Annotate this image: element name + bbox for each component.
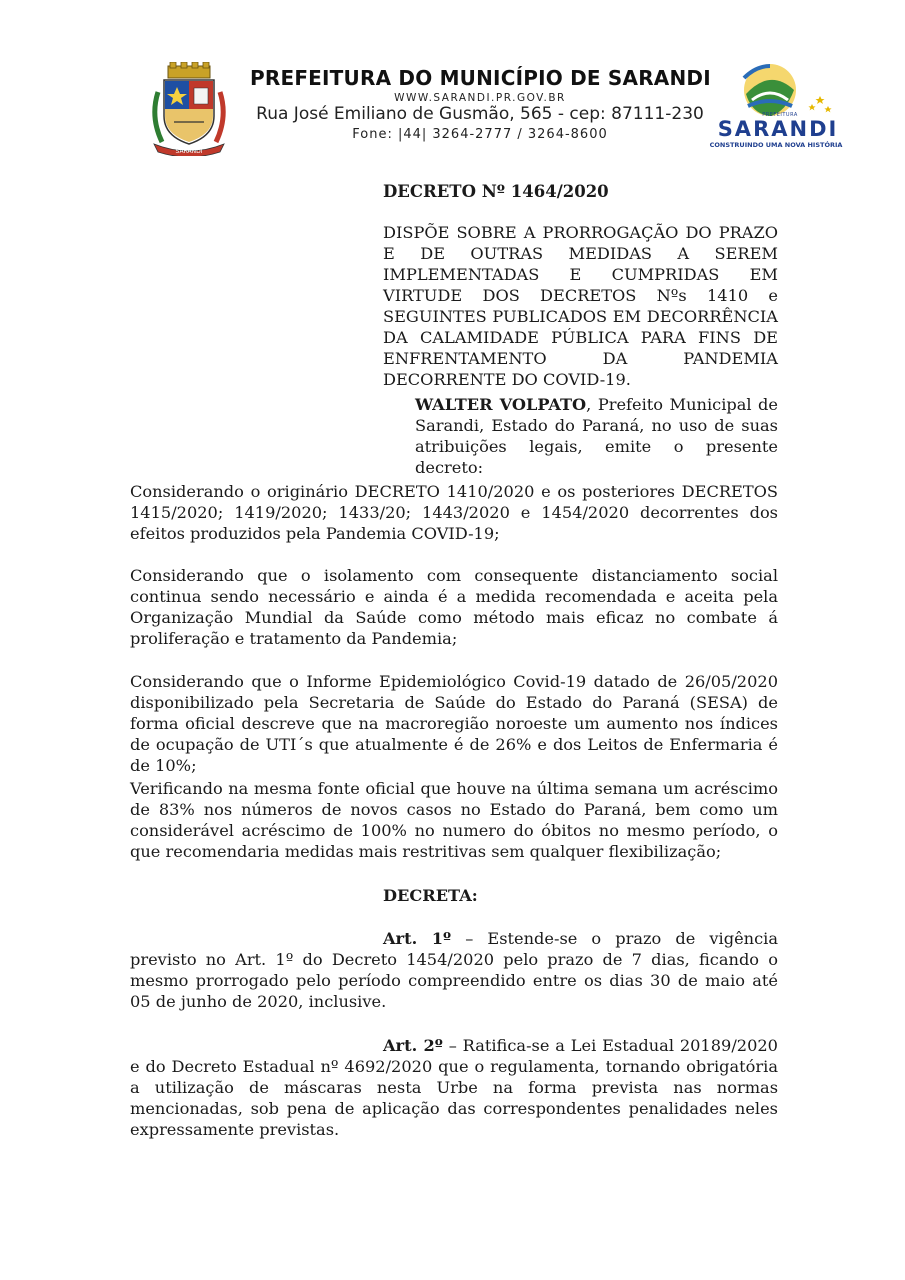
whereas-clause: Considerando que o Informe Epidemiológico Covid-19 datado de 26/05/2020 disponibilizado pela Secretaria de Saúde do Estado do Paraná (SESA) de forma oficial descreve que na macroregião noroeste um aumento nos índices de ocupação de UTI´s que atualmente é de 26% e dos Leitos de Enfermaria é de 10%;	[130, 672, 778, 775]
crest-ribbon-text: SARANDI	[175, 148, 203, 155]
article-text: – Estende-se o prazo de vigência previsto no Art. 1º do Decreto 1454/2020 pelo prazo de 7 dias, ficando o mesmo prorrogado pelo período compreendido entre os dias 30 de maio até 05 de junho de 2020, inclusive.	[130, 929, 778, 1011]
article-2	[130, 1035, 778, 1140]
website-text: WWW.SARANDI.PR.GOV.BR	[394, 92, 566, 104]
mayor-name: WALTER VOLPATO	[415, 395, 587, 414]
logo-wordmark: SARANDI	[717, 117, 839, 141]
letterhead	[0, 0, 905, 160]
preamble-text: , Prefeito Municipal de Sarandi, Estado do Paraná, no uso de suas atribuições legais, emite o presente decreto:	[415, 395, 778, 477]
article-label: Art. 1º	[383, 929, 452, 948]
decree-preamble	[415, 394, 778, 478]
whereas-clause: Considerando que o isolamento com consequente distanciamento social continua sendo necessário e ainda é a medida recomendada e aceita pela Organização Mundial da Saúde como método mais eficaz no combate á proliferação e tratamento da Pandemia;	[130, 566, 778, 648]
logo-small-caption: PREFEITURA	[762, 112, 798, 118]
logo-tagline: CONSTRUINDO UMA NOVA HISTÓRIA	[709, 141, 843, 149]
decree-summary: DISPÕE SOBRE A PRORROGAÇÃO DO PRAZO E DE OUTRAS MEDIDAS A SEREM IMPLEMENTADAS E CUMPRIDAS EM VIRTUDE DOS DECRETOS Nºs 1410 e SEGUINTES PUBLICADOS EM DECORRÊNCIA DA CALAMIDADE PÚBLICA PARA FINS DE ENFRENTAMENTO DA PANDEMIA DECORRENTE DO COVID-19.	[383, 223, 778, 389]
whereas-clause: Verificando na mesma fonte oficial que houve na última semana um acréscimo de 83% nos números de novos casos no Estado do Paraná, bem como um considerável acréscimo de 100% no numero do óbitos no mesmo período, o que recomendaria medidas mais restritivas sem qualquer flexibilização;	[130, 779, 778, 861]
article-1	[130, 928, 778, 1012]
city-hall-name: PREFEITURA DO MUNICÍPIO DE SARANDI	[250, 66, 711, 90]
decree-title: DECRETO Nº 1464/2020	[383, 182, 609, 201]
municipal-coat-of-arms-icon	[148, 62, 230, 156]
decrees-heading: DECRETA:	[383, 886, 478, 905]
article-label: Art. 2º	[383, 1036, 443, 1055]
address-text: Rua José Emiliano de Gusmão, 565 - cep: 87111-230	[256, 104, 704, 124]
phone-text: Fone: |44| 3264-2777 / 3264-8600	[352, 127, 608, 142]
article-text: – Ratifica-se a Lei Estadual 20189/2020 e do Decreto Estadual nº 4692/2020 que o regulamenta, tornando obrigatória a utilização de máscaras nesta Urbe na forma prevista nas normas mencionadas, sob pena de aplicação das correspondentes penalidades neles expressamente previstas.	[130, 1036, 778, 1139]
whereas-clause: Considerando o originário DECRETO 1410/2020 e os posteriores DECRETOS 1415/2020; 1419/2020; 1433/20; 1443/2020 e 1454/2020 decorrentes dos efeitos produzidos pela Pandemia COVID-19;	[130, 482, 778, 543]
